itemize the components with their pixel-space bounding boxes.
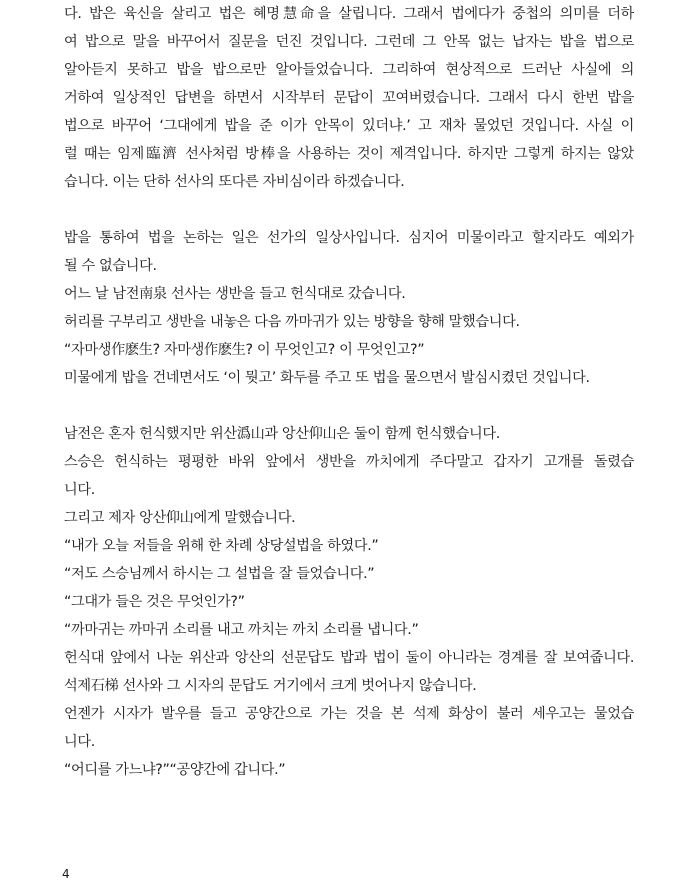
text-line: “어디를 가느냐?”“공양간에 갑니다.” bbox=[64, 762, 286, 778]
text-line: 럴 때는 임제臨濟 선사처럼 방棒을 사용하는 것이 제격입니다. 하지만 그렇게 하지는 않았 bbox=[64, 146, 634, 162]
text-line: 미물에게 밥을 건네면서도 ‘이 뭣고’ 화두를 주고 또 법을 물으면서 발심시켰던 것입니다. bbox=[64, 370, 590, 386]
text-line: 법으로 바꾸어 ‘그대에게 밥을 준 이가 안목이 있더냐.’ 고 재차 물었던 것입니다. 사실 이 bbox=[64, 118, 634, 134]
text-line: 습니다. 이는 단하 선사의 또다른 자비심이라 하겠습니다. bbox=[64, 174, 405, 190]
text-line: 여 밥으로 말을 바꾸어서 질문을 던진 것입니다. 그런데 그 안목 없는 납자는 밥을 법으로 bbox=[64, 34, 634, 50]
paragraph-3 bbox=[64, 420, 634, 784]
text-line: “그대가 들은 것은 무엇인가?” bbox=[64, 594, 245, 610]
text-line: “저도 스승님께서 하시는 그 설법을 잘 들었습니다.” bbox=[64, 566, 375, 582]
text-line: 어느 날 남전南泉 선사는 생반을 들고 헌식대로 갔습니다. bbox=[64, 286, 406, 302]
page-number: 4 bbox=[62, 867, 70, 881]
text-line: 헌식대 앞에서 나눈 위산과 앙산의 선문답도 밥과 법이 둘이 아니라는 경계를 잘 보여줍니다. bbox=[64, 650, 634, 666]
text-line: “내가 오늘 저들을 위해 한 차례 상당설법을 하였다.” bbox=[64, 538, 379, 554]
text-line: 스승은 헌식하는 평평한 바위 앞에서 생반을 까치에게 주다말고 갑자기 고개를 돌렸습 bbox=[64, 454, 634, 470]
text-line: 허리를 구부리고 생반을 내놓은 다음 까마귀가 있는 방향을 향해 말했습니다. bbox=[64, 314, 520, 330]
text-line: 그리고 제자 앙산仰山에게 말했습니다. bbox=[64, 510, 296, 526]
paragraph-2 bbox=[64, 224, 634, 392]
text-line: 알아듣지 못하고 밥을 밥으로만 알아들었습니다. 그리하여 현상적으로 드러난 사실에 의 bbox=[64, 62, 634, 78]
document-page bbox=[64, 0, 634, 784]
text-line: 언젠가 시자가 발우를 들고 공양간으로 가는 것을 본 석제 화상이 불러 세우고는 물었습 bbox=[64, 706, 634, 722]
text-line: 석제石梯 선사와 그 시자의 문답도 거기에서 크게 벗어나지 않습니다. bbox=[64, 678, 477, 694]
text-line: 거하여 일상적인 답변을 하면서 시작부터 문답이 꼬여버렸습니다. 그래서 다시 한번 밥을 bbox=[64, 90, 634, 106]
text-line: 밥을 통하여 법을 논하는 일은 선가의 일상사입니다. 심지어 미물이라고 할지라도 예외가 bbox=[64, 230, 634, 246]
paragraph-1 bbox=[64, 0, 634, 196]
paragraph-gap bbox=[64, 196, 634, 224]
text-line: 될 수 없습니다. bbox=[64, 258, 157, 274]
paragraph-gap bbox=[64, 392, 634, 420]
text-line: 니다. bbox=[64, 482, 95, 498]
text-line: 다. 밥은 육신을 살리고 법은 혜명慧命을 살립니다. 그래서 법에다가 중첩의 의미를 더하 bbox=[64, 6, 634, 22]
text-line: 니다. bbox=[64, 734, 95, 750]
text-line: “자마생作麽生? 자마생作麽生? 이 무엇인고? 이 무엇인고?” bbox=[64, 342, 425, 358]
text-line: “까마귀는 까마귀 소리를 내고 까치는 까치 소리를 냅니다.” bbox=[64, 622, 419, 638]
text-line: 남전은 혼자 헌식했지만 위산潙山과 앙산仰山은 둘이 함께 헌식했습니다. bbox=[64, 426, 500, 442]
